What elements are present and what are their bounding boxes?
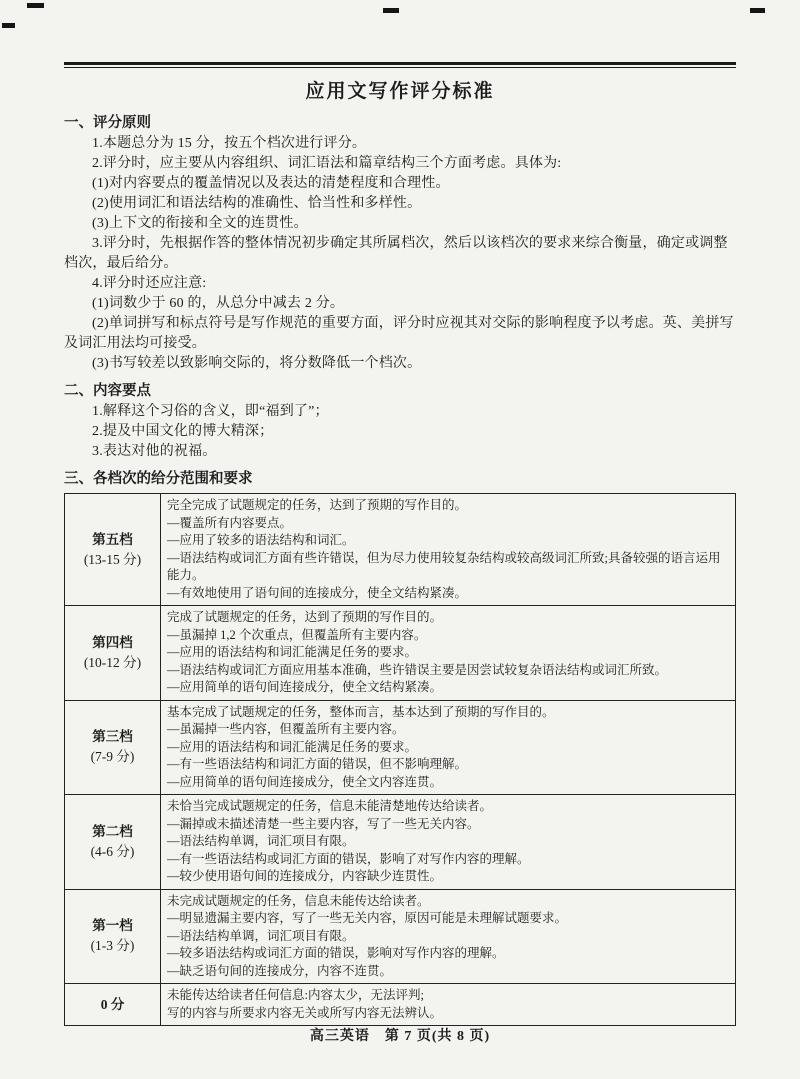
criteria-line: —虽漏掉 1,2 个次重点，但覆盖所有主要内容。 <box>167 627 427 642</box>
criteria-line: —应用的语法结构和词汇能满足任务的要求。 <box>167 739 418 754</box>
level-range: (7-9 分) <box>90 749 135 765</box>
level-name: 第二档 <box>92 823 133 839</box>
principle-line: 2.评分时，应主要从内容组织、词汇语法和篇章结构三个方面考虑。具体为: <box>92 156 562 171</box>
criteria-line: —漏掉或未描述清楚一些主要内容，写了一些无关内容。 <box>167 816 480 831</box>
criteria-cell <box>161 606 736 701</box>
scan-mark <box>383 8 399 13</box>
criteria-line: 未能传达给读者任何信息:内容太少，无法评判; <box>167 988 424 1002</box>
criteria-line: —虽漏掉一些内容，但覆盖所有主要内容。 <box>167 722 405 736</box>
scan-mark <box>750 8 765 13</box>
criteria-line: —应用简单的语句间连接成分，使全文结构紧凑。 <box>167 680 443 694</box>
level-name: 0 分 <box>100 996 125 1012</box>
criteria-line: 完全完成了试题规定的任务，达到了预期的写作目的。 <box>167 498 468 512</box>
criteria-line: —有一些语法结构和词汇方面的错误，但不影响理解。 <box>167 757 468 771</box>
criteria-line: —应用简单的语句间连接成分，使全文内容连贯。 <box>167 774 443 789</box>
page-content <box>64 62 736 1026</box>
criteria-line: 完成了试题规定的任务，达到了预期的写作目的。 <box>167 610 443 624</box>
criteria-line: —语法结构单调，词汇项目有限。 <box>167 834 355 848</box>
level-name: 第一档 <box>92 918 133 934</box>
table-row <box>65 984 736 1026</box>
level-cell <box>65 606 161 701</box>
criteria-cell <box>161 795 736 890</box>
criteria-line: —明显遗漏主要内容，写了一些无关内容，原因可能是未理解试题要求。 <box>167 911 568 925</box>
table-row <box>65 494 736 606</box>
principle-line: (3)上下文的衔接和全文的连贯性。 <box>92 216 308 231</box>
criteria-line: —较多语法结构或词汇方面的错误，影响对写作内容的理解。 <box>167 946 505 960</box>
header-rule <box>64 62 736 68</box>
level-name: 第五档 <box>92 531 133 547</box>
content-point-line: 2.提及中国文化的博大精深； <box>92 424 274 439</box>
criteria-cell <box>161 700 736 795</box>
section2-heading: 二、内容要点 <box>64 383 151 399</box>
criteria-line: —覆盖所有内容要点。 <box>167 515 293 530</box>
level-name: 第四档 <box>92 634 133 650</box>
principle-line: (3)书写较差以致影响交际的，将分数降低一个档次。 <box>92 356 422 371</box>
criteria-line: 写的内容与所要求内容无关或所写内容无法辨认。 <box>167 1005 443 1020</box>
level-cell <box>65 984 161 1026</box>
criteria-line: 未恰当完成试题规定的任务，信息未能清楚地传达给读者。 <box>167 799 493 813</box>
level-range: (13-15 分) <box>83 551 142 567</box>
principle-line: (1)对内容要点的覆盖情况以及表达的清楚程度和合理性。 <box>92 176 450 191</box>
criteria-line: —语法结构或词汇方面有些许错误，但为尽力使用较复杂结构或较高级词汇所致;具备较强的语言运用能力。 <box>167 550 721 582</box>
criteria-line: —应用的语法结构和词汇能满足任务的要求。 <box>167 645 418 659</box>
level-range: (1-3 分) <box>90 938 135 954</box>
level-name: 第三档 <box>92 729 133 745</box>
principle-line: (1)词数少于 60 的，从总分中减去 2 分。 <box>92 296 345 311</box>
criteria-line: 基本完成了试题规定的任务，整体而言，基本达到了预期的写作目的。 <box>167 704 555 719</box>
level-cell <box>65 795 161 890</box>
level-cell <box>65 494 161 606</box>
criteria-line: —有效地使用了语句间的连接成分，使全文结构紧凑。 <box>167 585 468 600</box>
criteria-line: —缺乏语句间的连接成分，内容不连贯。 <box>167 963 393 978</box>
criteria-line: —有一些语法结构或词汇方面的错误，影响了对写作内容的理解。 <box>167 851 530 866</box>
content-point-line: 1.解释这个习俗的含义，即“福到了”； <box>92 404 329 419</box>
section3-heading: 三、各档次的给分范围和要求 <box>64 471 253 487</box>
principle-line: 4.评分时还应注意: <box>92 276 207 291</box>
criteria-cell <box>161 889 736 984</box>
criteria-line: 未完成试题规定的任务，信息未能传达给读者。 <box>167 893 430 908</box>
section1-heading: 一、评分原则 <box>64 115 151 131</box>
page-title: 应用文写作评分标准 <box>305 81 495 102</box>
criteria-line: —语法结构或词汇方面应用基本准确，些许错误主要是因尝试较复杂语法结构或词汇所致。 <box>167 662 668 677</box>
level-cell <box>65 700 161 795</box>
scan-mark <box>27 3 44 8</box>
scan-mark <box>2 23 15 28</box>
level-range: (10-12 分) <box>83 654 142 670</box>
criteria-line: —应用了较多的语法结构和词汇。 <box>167 533 355 547</box>
table-row <box>65 795 736 890</box>
rubric-table <box>64 493 736 1026</box>
principle-line: 3.评分时，先根据作答的整体情况初步确定其所属档次，然后以该档次的要求来综合衡量，确定或调整档次，最后给分。 <box>64 236 728 271</box>
content-point-line: 3.表达对他的祝福。 <box>92 444 217 459</box>
table-row <box>65 700 736 795</box>
principle-line: 1.本题总分为 15 分，按五个档次进行评分。 <box>92 136 367 151</box>
level-cell <box>65 889 161 984</box>
principle-line: (2)单词拼写和标点符号是写作规范的重要方面，评分时应视其对交际的影响程度予以考虑。英、美拼写及词汇用法均可接受。 <box>64 316 734 351</box>
criteria-cell <box>161 984 736 1026</box>
table-row <box>65 889 736 984</box>
criteria-cell <box>161 494 736 606</box>
level-range: (4-6 分) <box>90 843 135 859</box>
principle-line: (2)使用词汇和语法结构的准确性、恰当性和多样性。 <box>92 196 422 211</box>
criteria-line: —较少使用语句间的连接成分，内容缺少连贯性。 <box>167 869 443 883</box>
page-footer: 高三英语 第 7 页(共 8 页) <box>309 1029 491 1044</box>
table-row <box>65 606 736 701</box>
criteria-line: —语法结构单调，词汇项目有限。 <box>167 928 355 943</box>
